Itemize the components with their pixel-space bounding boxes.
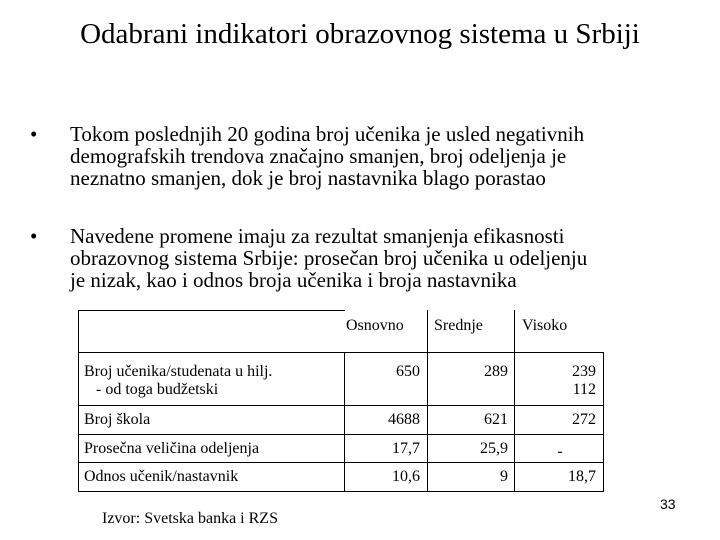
row-1-label-line-1: Broj učenika/studenata u hilj.: [84, 363, 273, 380]
bullet-1: [30, 122, 690, 190]
bullet-2-line-2: obrazovnog sistema Srbije: prosečan broj učenika u odeljenju: [70, 246, 588, 270]
row-3-label: Prosečna veličina odeljenja: [84, 440, 260, 457]
row-2-visoko: 272: [572, 411, 596, 428]
table-divider-label: [344, 352, 345, 492]
row-1-visoko-line-2: 112: [572, 381, 596, 398]
bullet-2: [30, 224, 690, 292]
bullet-2-line-1: Navedene promene imaju za rezultat smanjenja efikasnosti: [70, 224, 565, 248]
row-3-visoko: -: [557, 443, 563, 460]
slide-title: Odabrani indikatori obrazovnog sistema u Srbiji: [80, 18, 640, 50]
table-border-bottom: [78, 491, 604, 492]
header-visoko: Visoko: [522, 317, 568, 334]
header-srednje: Srednje: [434, 317, 483, 334]
bullet-2-line-3: je nizak, kao i odnos broja učenika i broja nastavnika: [70, 268, 517, 292]
header-osnovno: Osnovno: [346, 317, 404, 334]
row-2-osnovno: 4688: [388, 411, 420, 428]
row-3-osnovno: 17,7: [392, 440, 420, 457]
table-border-right: [603, 352, 604, 492]
table-row-rule-3: [78, 462, 604, 463]
row-1-visoko-line-1: 239: [572, 363, 596, 380]
table-border-top: [78, 310, 345, 311]
page-number: 33: [660, 496, 676, 512]
table-divider-srednje: [514, 310, 515, 492]
row-1-srednje: 289: [484, 363, 508, 380]
row-2-label: Broj škola: [84, 411, 151, 428]
row-4-visoko: 18,7: [568, 468, 596, 485]
bullet-marker: •: [30, 122, 38, 146]
source-note: Izvor: Svetska banka i RZS: [102, 510, 278, 527]
table-header-rule: [78, 352, 604, 353]
row-1-osnovno: 650: [396, 363, 420, 380]
row-4-osnovno: 10,6: [392, 468, 420, 485]
row-1-label-line-2: - od toga budžetski: [96, 381, 219, 398]
row-2-srednje: 621: [484, 411, 508, 428]
bullet-1-line-2: demografskih trendova značajno smanjen, broj odeljenja je: [70, 144, 567, 168]
bullet-marker: •: [30, 224, 38, 248]
row-4-label: Odnos učenik/nastavnik: [84, 468, 239, 485]
table-row-rule-2: [78, 434, 604, 435]
table-divider-osnovno: [427, 310, 428, 492]
bullet-1-line-1: Tokom poslednjih 20 godina broj učenika je usled negativnih: [70, 122, 585, 146]
table-row-rule-1: [78, 405, 604, 406]
bullet-1-line-3: neznatno smanjen, dok je broj nastavnika blago porastao: [70, 166, 546, 190]
row-4-srednje: 9: [500, 468, 508, 485]
table-border-left: [78, 310, 79, 492]
row-3-srednje: 25,9: [480, 440, 508, 457]
